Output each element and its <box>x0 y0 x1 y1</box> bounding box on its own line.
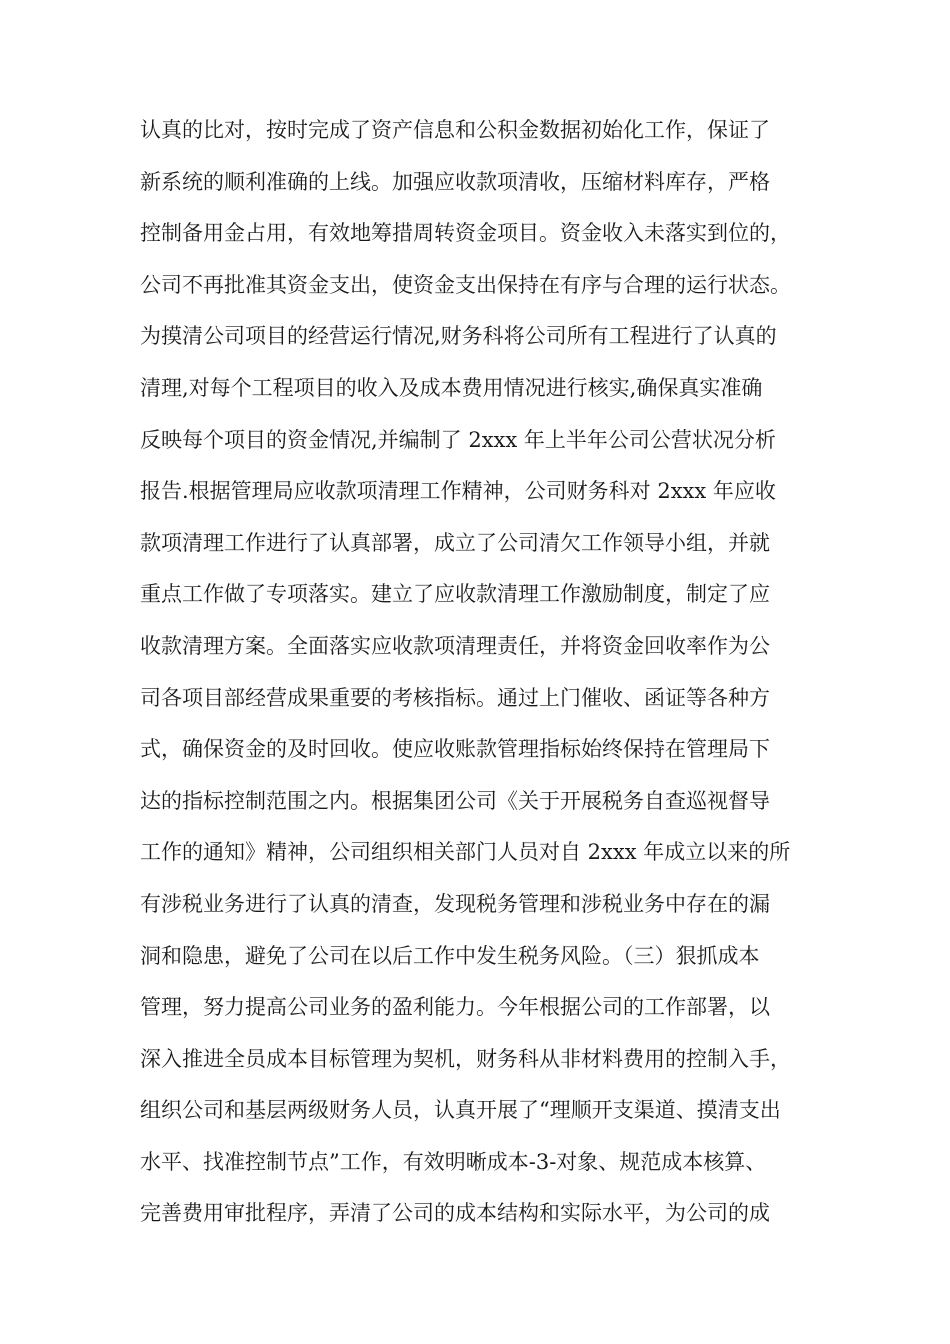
text-line: 洞和隐患，避免了公司在以后工作中发生税务风险。（三）狠抓成本 <box>140 943 760 968</box>
text-line: 控制备用金占用，有效地筹措周转资金项目。资金收入未落实到位的， <box>140 221 791 246</box>
text-line: 司各项目部经营成果重要的考核指标。通过上门催收、函证等各种方 <box>140 685 770 710</box>
text-line: 深入推进全员成本目标管理为契机，财务科从非材料费用的控制入手， <box>140 1046 791 1071</box>
text-line: 有涉税业务进行了认真的清查，发现税务管理和涉税业务中存在的漏 <box>140 891 770 916</box>
text-line: 新系统的顺利准确的上线。加强应收款项清收，压缩材料库存，严格 <box>140 169 770 194</box>
text-line: 款项清理工作进行了认真部署，成立了公司清欠工作领导小组，并就 <box>140 530 770 555</box>
text-line: 清理,对每个工程项目的收入及成本费用情况进行核实,确保真实准确 <box>140 375 763 400</box>
text-line: 工作的通知》精神，公司组织相关部门人员对自 2xxx 年成立以来的所 <box>140 840 791 865</box>
text-line: 水平、找准控制节点”工作，有效明晰成本-3-对象、规范成本核算、 <box>140 1149 767 1174</box>
text-line: 报告.根据管理局应收款项清理工作精神，公司财务科对 2xxx 年应收 <box>140 479 776 504</box>
text-line: 为摸清公司项目的经营运行情况,财务科将公司所有工程进行了认真的 <box>140 324 777 349</box>
text-line: 公司不再批准其资金支出，使资金支出保持在有序与合理的运行状态。 <box>140 272 791 297</box>
text-line: 式，确保资金的及时回收。使应收账款管理指标始终保持在管理局下 <box>140 737 770 762</box>
text-line: 反映每个项目的资金情况,并编制了 2xxx 年上半年公司公营状况分析 <box>140 427 776 452</box>
text-line: 管理，努力提高公司业务的盈利能力。今年根据公司的工作部署，以 <box>140 995 770 1020</box>
text-line: 组织公司和基层两级财务人员，认真开展了“理顺开支渠道、摸清支出 <box>140 1098 781 1123</box>
text-line: 达的指标控制范围之内。根据集团公司《关于开展税务自查巡视督导 <box>140 788 770 813</box>
text-line: 重点工作做了专项落实。建立了应收款清理工作激励制度，制定了应 <box>140 582 770 607</box>
text-line: 认真的比对，按时完成了资产信息和公积金数据初始化工作，保证了 <box>140 118 770 142</box>
text-line: 完善费用审批程序，弄清了公司的成本结构和实际水平，为公司的成 <box>140 1201 770 1226</box>
body-text <box>140 112 830 1247</box>
text-line: 收款清理方案。全面落实应收款项清理责任，并将资金回收率作为公 <box>140 633 770 658</box>
